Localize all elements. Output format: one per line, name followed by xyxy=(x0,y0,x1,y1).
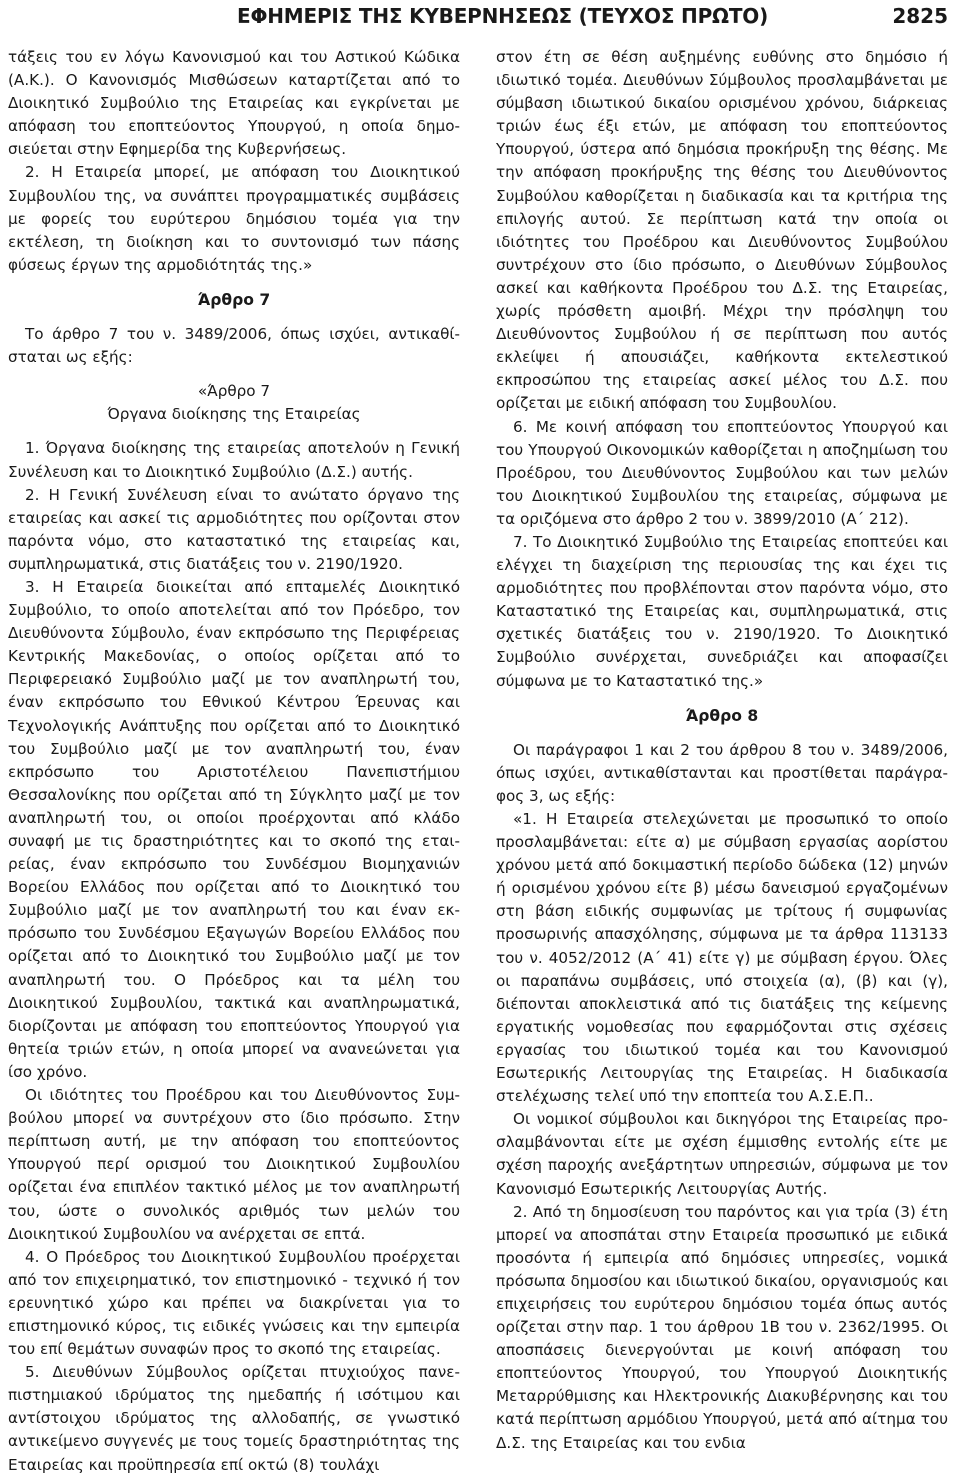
paragraph: 2. Η Γενική Συνέλευση είναι το ανώτατο όργανο της εταιρείας και ασκεί τις αρμοδιότητες που ορίζονται στον παρόντα νόμο, στο καταστατικό της εταιρείας και, συμπληρωματικά, στις διατάξεις του ν. 2190/1920. xyxy=(8,485,460,573)
paragraph: Οι ιδιότητες του Προέδρου και του Διευθύνοντος Συμβούλου μπορεί να συντρέχουν στο ίδιο πρόσωπο. Στην περίπτωση αυτή, με την απόφαση του εποπτεύοντος Υπουργού περί ορισμού του Διοικητικού Συμβουλίου ορίζεται ένα επιπλέον τακτικό μέλος με τον αναπληρωτή του, ώστε ο συνολικός αριθμός των μελών του Διοικητικού Συμβουλίου να ανέρχεται σε επτά. xyxy=(8,1086,460,1243)
paragraph: τάξεις του εν λόγω Κανονισμού και του Αστικού Κώδικα (Α.Κ.). Ο Κανονισμός Μισθώσεων καταρτίζεται από το Διοικητικό Συμβούλιο της Εταιρείας και εγκρίνεται με απόφαση του εποπτεύοντος Υπουργού, η οποία δημοσιεύεται στην Εφημερίδα της Κυβερνήσεως. xyxy=(8,48,460,159)
paragraph: «1. Η Εταιρεία στελεχώνεται με προσωπικό το οποίο προσλαμβάνεται: είτε α) με σύμβαση εργασίας αορίστου χρόνου μετά από δοκιμαστική περίοδο δώδεκα (12) μηνών ή ορισμένου χρόνου είτε β) μέσω δανεισμού εργαζομένων στη βάση ειδικής συμφωνίας με τρίτους ή συμφωνίας προσωρινής απασχόλησης, σύμφωνα με τα άρθρα 113133 του ν. 4052/2012 (Α΄ 41) είτε γ) με σύμβαση έργου. Όλες οι παραπάνω συμβάσεις, υπό στοιχεία (α), (β) και (γ), διέπονται αποκλειστικά από τις διατάξεις της κείμενης εργατικής νομοθεσίας που εφαρμόζονται στις σχέσεις εργασίας του ιδιωτικού τομέα και του Κανονισμού Εσωτερικής Λειτουργίας της Εταιρείας. Η διαδικασία στελέχωσης τελεί υπό την εποπτεία του Α.Σ.Ε.Π.. xyxy=(496,810,948,1106)
paragraph: 5. Διευθύνων Σύμβουλος ορίζεται πτυχιούχος πανεπιστημιακού ιδρύματος της ημεδαπής ή ισότιμου και αντίστοιχου ιδρύματος της αλλοδαπής, σε γνωστικό αντικείμενο συγγενές με τους τομείς δραστηριότητας της Εταιρείας και προϋπηρεσία επί οκτώ (8) τουλάχι xyxy=(8,1363,460,1474)
left-column xyxy=(8,46,460,1477)
page-number: 2825 xyxy=(892,4,948,28)
paragraph: Οι νομικοί σύμβουλοι και δικηγόροι της Εταιρείας προσλαμβάνονται είτε με σχέση έμμισθης εντολής είτε με σχέση παροχής ανεξάρτητων υπηρεσιών, σύμφωνα με τον Κανονισμό Εσωτερικής Λειτουργίας Αυτής. xyxy=(496,1110,948,1198)
paragraph: 3. Η Εταιρεία διοικείται από επταμελές Διοικητικό Συμβούλιο, το οποίο αποτελείται από τον Πρόεδρο, τον Διευθύνοντα Σύμβουλο, έναν εκπρόσωπο της Περιφέρειας Κεντρικής Μακεδονίας, ο οποίος ορίζεται από το Περιφερειακό Συμβούλιο μαζί με τον αναπληρωτή του, έναν εκπρόσωπο του Εθνικού Κέντρου Έρευνας και Τεχνολογικής Ανάπτυξης που ορίζεται από το Διοικητικό του Συμβούλιο μαζί με τον αναπληρωτή του, έναν εκπρόσωπο του Αριστοτέλειου Πανεπιστήμιου Θεσσαλονίκης που ορίζεται από τη Σύγκλητο μαζί με τον αναπληρωτή του, οι οποίοι προέρχονται από κλάδο συναφή με τις δραστηριότητες και το σκοπό της εταιρείας, έναν εκπρόσωπο του Συνδέσμου Βιομηχανιών Βορείου Ελλάδος που ορίζεται από το Διοικητικό του Συμβούλιο μαζί με τον αναπληρωτή του και έναν εκπρόσωπο του Συνδέσμου Εξαγωγών Βορείου Ελλάδος που ορίζεται από το Διοικητικό του Συμβούλιο μαζί με τον αναπληρωτή του. Ο Πρόεδρος και τα μέλη του Διοικητικού Συμβουλίου, τακτικά και αναπληρωματικά, διορίζονται με απόφαση του εποπτεύοντος Υπουργού για θητεία τριών ετών, η οποία μπορεί να ανανεώνεται για ίσο χρόνο. xyxy=(8,577,460,1081)
centered-line: «Άρθρο 7 xyxy=(197,382,271,401)
gazette-title: ΕΦΗΜΕΡΙΣ ΤΗΣ ΚΥΒΕΡΝΗΣΕΩΣ (ΤΕΥΧΟΣ ΠΡΩΤΟ) xyxy=(237,4,769,28)
paragraph: Οι παράγραφοι 1 και 2 του άρθρου 8 του ν. 3489/2006, όπως ισχύει, αντικαθίστανται και προστίθεται παράγραφος 3, ως εξής: xyxy=(496,740,948,805)
paragraph: 6. Με κοινή απόφαση του εποπτεύοντος Υπουργού και του Υπουργού Οικονομικών καθορίζεται η αποζημίωση του Προέδρου, του Διευθύνοντος Συμβούλου και των μελών του Διοικητικού Συμβουλίου της εταιρείας, σύμφωνα με τα οριζόμενα στο άρθρο 2 του ν. 3899/2010 (Α΄ 212). xyxy=(496,417,948,528)
paragraph: 2. Από τη δημοσίευση του παρόντος και για τρία (3) έτη μπορεί να αποσπάται στην Εταιρεία προσωπικό με ειδικά προσόντα ή εμπειρία από δημόσιες υπηρεσίες, νομικά πρόσωπα δημοσίου και ιδιωτικού δικαίου, οργανισμούς και επιχειρήσεις του ευρύτερου δημόσιου τομέα όπως αυτός ορίζεται στην παρ. 1 του άρθρου 1Β του ν. 2362/1995. Οι αποσπάσεις διενεργούνται με κοινή απόφαση του εποπτεύοντος Υπουργού, του Υπουργού Διοικητικής Μεταρρύθμισης και Ηλεκτρονικής Διακυβέρνησης και του κατά περίπτωση αρμόδιου Υπουργού, μετά από αίτημα του Δ.Σ. της Εταιρείας και του ενδια xyxy=(496,1202,948,1452)
spacer xyxy=(8,369,460,380)
paragraph: Το άρθρο 7 του ν. 3489/2006, όπως ισχύει, αντικαθίσταται ως εξής: xyxy=(8,325,460,367)
paragraph: 7. Το Διοικητικό Συμβούλιο της Εταιρείας εποπτεύει και ελέγχει τη διαχείριση της περιουσίας της και έχει τις αρμοδιότητες που προβλέπονται στον παρόντα νόμο, στο Καταστατικό της Εταιρείας και, συμπληρωματικά, στις σχετικές διατάξεις του ν. 2190/1920. Το Διοικητικό Συμβούλιο συνέρχεται, συνεδριάζει και αποφασίζει σύμφωνα με το Καταστατικό της.» xyxy=(496,532,948,690)
paragraph: 4. Ο Πρόεδρος του Διοικητικού Συμβουλίου προέρχεται από τον επιχειρηματικό, τον επιστημονικό - τεχνικό ή τον ερευνητικό χώρο και πρέπει να διακρίνεται για το επιστημονικό κύρος, τις ειδικές γνώσεις και την εμπειρία του επί θεμάτων συναφών προς το σκοπό της εταιρείας. xyxy=(8,1247,460,1359)
right-column xyxy=(496,46,948,1455)
paragraph: 2. Η Εταιρεία μπορεί, με απόφαση του Διοικητικού Συμβουλίου της, να συνάπτει προγραμματικές συμβάσεις με φορείς του ευρύτερου δημόσιου τομέα για την εκτέλεση, τη διοίκηση και το συντονισμό των πάσης φύσεως έργων της αρμοδιότητάς της.» xyxy=(8,163,460,274)
article-heading: Άρθρο 7 xyxy=(197,290,271,309)
centered-line: Όργανα διοίκησης της Εταιρείας xyxy=(107,405,361,424)
page-header xyxy=(0,0,960,38)
paragraph: στον έτη σε θέση αυξημένης ευθύνης στο δημόσιο ή ιδιωτικό τομέα. Διευθύνων Σύμβουλος προσλαμβάνεται με σύμβαση ιδιωτικού δικαίου ορισμένου χρόνου, διάρκειας τριών έως έξι ετών, με απόφαση του εποπτεύοντος Υπουργού, ύστερα από δημόσια προκήρυξη της θέσης. Με την απόφαση προκήρυξης της θέσης του Διευθύνοντος Συμβούλου καθορίζεται η διαδικασία και τα κριτήρια της επιλογής αυτού. Σε περίπτωση κατά την οποία οι ιδιότητες του Προέδρου και Διευθύνοντος Συμβούλου συντρέχουν στο ίδιο πρόσωπο, ο Διευθύνων Σύμβουλος ασκεί και καθήκοντα Προέδρου του Δ.Σ. της Εταιρείας, χωρίς πρόσθετη αμοιβή. Μέχρι την πρόσληψη του Διευθύνοντος Συμβούλου ή σε περίπτωση που αυτός εκλείψει ή απουσιάζει, καθήκοντα εκτελεστικού εκπροσώπου της εταιρείας ασκεί μέλος του Δ.Σ. που ορίζεται με ειδική απόφαση του Συμβουλίου. xyxy=(496,48,948,413)
spacer xyxy=(8,426,460,437)
article-heading: Άρθρο 8 xyxy=(685,706,759,725)
paragraph: 1. Όργανα διοίκησης της εταιρείας αποτελούν η Γενική Συνέλευση και το Διοικητικό Συμβούλιο (Δ.Σ.) αυτής. xyxy=(8,439,460,481)
